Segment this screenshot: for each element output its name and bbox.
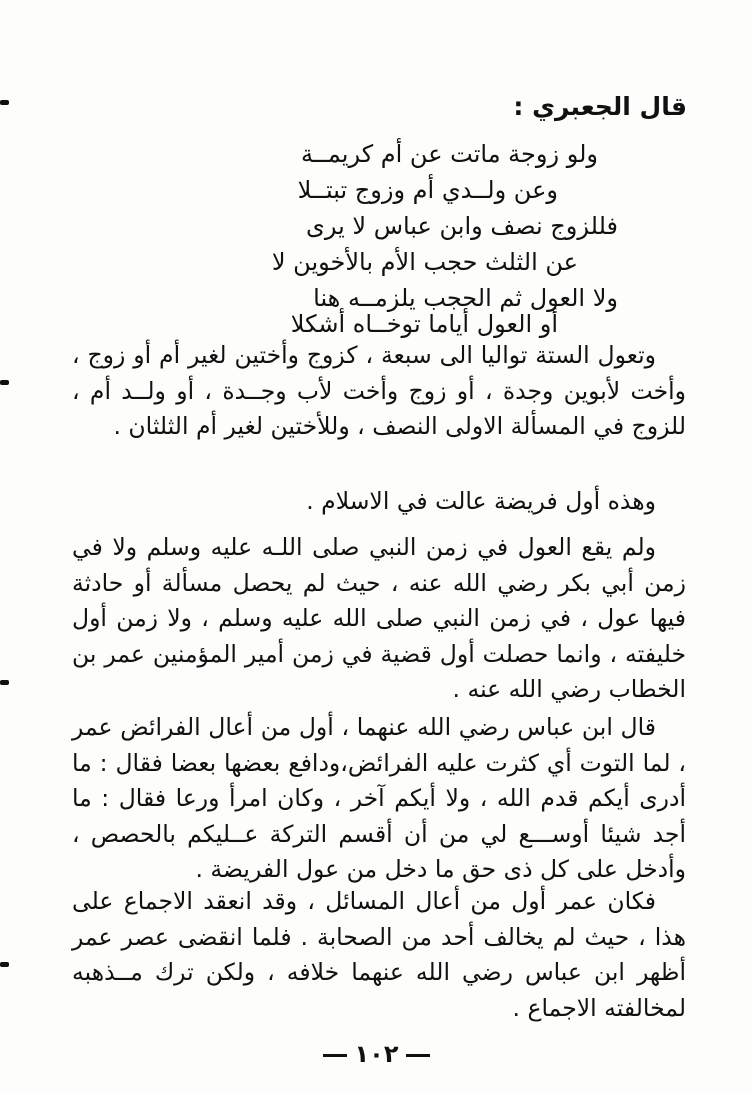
verse-line: وعن ولــدي أم وزوج تبتــلا	[297, 176, 558, 204]
paragraph	[72, 530, 686, 708]
verse-line: فللزوج نصف وابن عباس لا يرى	[306, 212, 618, 240]
verse-line: عن الثلث حجب الأم بالأخوين لا	[271, 248, 578, 276]
dash-right	[323, 1054, 347, 1057]
paragraph-text: قال ابن عباس رضي الله عنهما ، أول من أعال الفرائض عمر ، لما التوت أي كثرت عليه الفرائض،ودافع بعضها بعضا فقال : ما أدرى أيكم قدم الله ، ولا أيكم آخر ، وكان امرأ ورعا فقال : ما أجد شيئا أوســـع لي من أن أقسم التركة عــليكم بالحصص ، وأدخل على كل ذى حق ما دخل من عول الفريضة .	[72, 713, 686, 883]
body-text	[72, 484, 686, 520]
section-heading: قال الجعبري :	[513, 92, 687, 121]
page-number	[0, 1040, 753, 1068]
paragraph-text: وهذه أول فريضة عالت في الاسلام .	[306, 487, 656, 515]
dash-left	[406, 1054, 430, 1057]
verse-line: ولا العول ثم الحجب يلزمــه هنا	[313, 284, 618, 312]
margin-mark	[0, 680, 9, 685]
margin-mark	[0, 100, 9, 105]
page-number-text: ١٠٢	[354, 1040, 399, 1068]
margin-mark	[0, 962, 9, 967]
verse-line: أو العول أياما توخــاه أشكلا	[290, 310, 558, 338]
paragraph	[72, 884, 686, 1026]
paragraph-text: وتعول الستة تواليا الى سبعة ، كزوج وأختين لغير أم أو زوج ، وأخت لأبوين وجدة ، أو زوج وأخت لأب وجــدة ، أو ولــد أم ، للزوج في المسألة الاولى النصف ، وللأختين لغير أم الثلثان .	[72, 341, 686, 440]
body-text	[72, 338, 686, 445]
paragraph	[72, 484, 686, 520]
paragraph	[72, 338, 686, 445]
margin-mark	[0, 380, 9, 385]
body-text	[72, 710, 686, 888]
paragraph	[72, 710, 686, 888]
paragraph-text: فكان عمر أول من أعال المسائل ، وقد انعقد الاجماع على هذا ، حيث لم يخالف أحد من الصحابة . فلما انقضى عصر عمر أظهر ابن عباس رضي الله عنهما خلافه ، ولكن ترك مــذهبه لمخالفته الاجماع .	[72, 887, 686, 1022]
paragraph-text: ولم يقع العول في زمن النبي صلى اللـه عليه وسلم ولا في زمن أبي بكر رضي الله عنه ، حيث لم يحصل مسألة أو حادثة فيها عول ، في زمن النبي صلى الله عليه وسلم ، ولا زمن أول خليفته ، وانما حصلت أول قضية في زمن أمير المؤمنين عمر بن الخطاب رضي الله عنه .	[72, 533, 686, 703]
verse-line: ولو زوجة ماتت عن أم كريمــة	[300, 140, 598, 168]
body-text	[72, 530, 686, 708]
body-text	[72, 884, 686, 1026]
